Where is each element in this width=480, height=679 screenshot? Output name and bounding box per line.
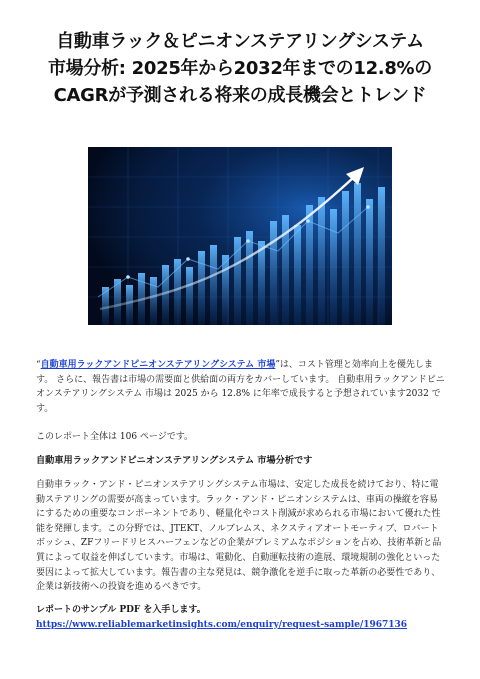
title-line-3: CAGRが予測される将来の成長機会とトレンド — [53, 85, 427, 106]
analysis-paragraph: 自動車ラック・アンド・ピニオンステアリングシステム市場は、安定した成長を続けており、特に電動ステアリングの需要が高まっています。ラック・アンド・ピニオンシステムは、車両の操縦を容易にするための重要なコンポーネントであり、軽量化やコスト削減が求められる市場において優れた性能を発揮します。この分野では、JTEKT、ノルブレムス、ネクスティアオートモーティブ、ロバートボッシュ、ZFフリードリヒスハーフェンなどの企業がプレミアムなポジションを占め、技術革新と品質によって収益を伸ばしています。市場は、電動化、自動運転技術の進展、環境規制の強化といった要因によって拡大しています。報告書の主な発見は、競争激化を逆手に取った革新の必要性であり、企業は新技術への投資を進めるべきです。 — [36, 480, 442, 593]
page-title — [28, 28, 452, 109]
intro-text: ”は、コスト管理と効率向上を優先します。 さらに、報告書は市場の需要面と供給面の両方をカバーしています。 自動車用ラックアンドピニオンステアリングシステム 市場は 2025 から 12.8% に年率で成長すると予想されています2032 です。 — [36, 360, 445, 414]
intro-paragraph — [36, 358, 446, 416]
pages-note: このレポート全体は 106 ページです。 — [36, 432, 194, 442]
rising-growth-chart-illustration-icon — [88, 147, 392, 325]
market-link[interactable]: 自動車用ラックアンドピニオンステアリングシステム 市場 — [40, 360, 276, 370]
sample-label: レポートのサンプル PDF を入手します。 — [36, 605, 206, 615]
section-heading: 自動車用ラックアンドピニオンステアリングシステム 市場分析です — [36, 455, 313, 466]
sample-link[interactable]: https://www.reliablemarketinsights.com/enquiry/request-sample/1967136 — [36, 619, 408, 630]
sample-request — [36, 603, 446, 632]
title-line-2: 市場分析: 2025年から2032年までの12.8%の — [47, 58, 432, 79]
open-quote: “ — [36, 360, 41, 370]
hero-image — [88, 147, 392, 325]
title-line-1: 自動車ラック＆ピニオンステアリングシステム — [56, 31, 424, 52]
